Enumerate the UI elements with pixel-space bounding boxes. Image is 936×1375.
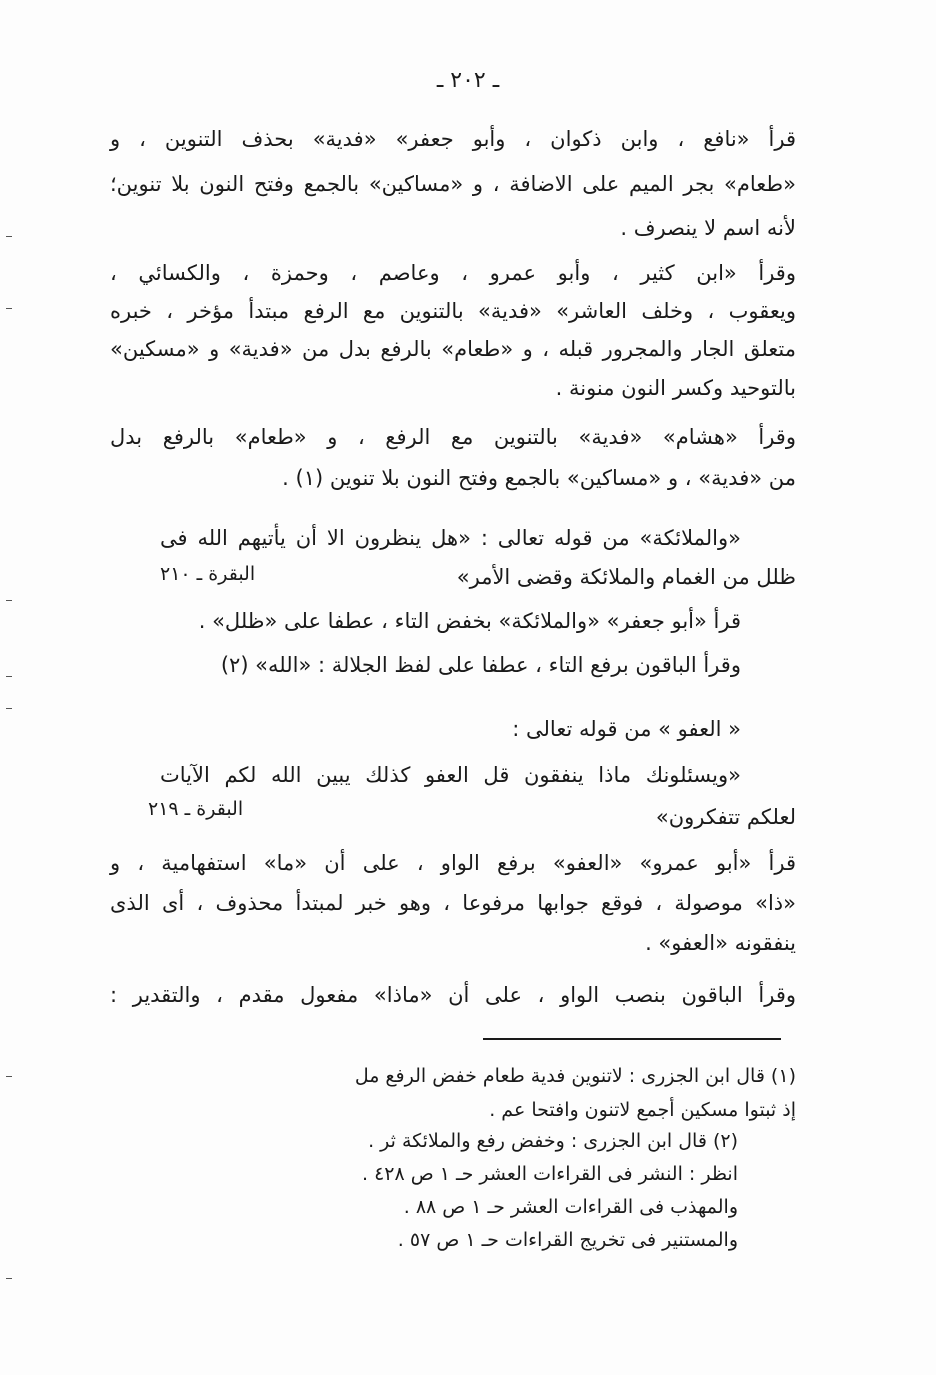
verse-reference: البقرة ـ ٢١٠ [160, 563, 256, 585]
quote-line: ظلل من الغمام والملائكة وقضى الأمر» [456, 565, 796, 589]
footnote-line: انظر : النشر فى القراءات العشر حـ ١ ص ٤٢٨ . [362, 1163, 738, 1185]
body-line: «طعام» بجر الميم على الاضافة ، و «مساكين» بالجمع وفتح النون بلا تنوين؛ [110, 172, 796, 196]
body-line: وقرأ «هشام» «فدية» بالتنوين مع الرفع ، و «طعام» بالرفع بدل [110, 425, 796, 449]
body-line: قرأ «نافع ، وابن ذكوان ، وأبو جعفر» «فدية» بحذف التنوين ، و [110, 127, 796, 151]
footnote-line: إذ ثبتوا مسكين أجمع لاتنون وافتحا عم . [489, 1099, 796, 1121]
footnote-line: (٢) قال ابن الجزرى : وخفض رفع والملائكة ثر . [368, 1130, 738, 1152]
body-line: قرأ «أبو عمرو» «العفو» برفع الواو ، على أن «ما» استفهامية ، و [110, 851, 796, 875]
footnote-line: والمهذب فى القراءات العشر حـ ١ ص ٨٨ . [403, 1196, 738, 1218]
body-line: وقرأ «ابن كثير ، وأبو عمرو ، وعاصم ، وحمزة ، والكسائي ، [110, 261, 796, 285]
body-line: وقرأ الباقون برفع التاء ، عطفا على لفظ الجلالة : «الله» (٢) [220, 653, 741, 677]
body-line: متعلق الجار والمجرور قبله ، و «طعام» بالرفع بدل من «فدية» و «مسكين» [110, 337, 796, 361]
quote-line: «والملائكة» من قوله تعالى : «هل ينظرون الا أن يأتيهم الله فى [160, 526, 741, 550]
body-line: من «فدية» ، و «مساكين» بالجمع وفتح النون بلا تنوين (١) . [282, 466, 796, 490]
footnote-line: والمستنير فى تخريج القراءات حـ ١ ص ٥٧ . [397, 1229, 738, 1251]
margin-mark [6, 236, 12, 237]
section-heading: « العفو » من قوله تعالى : [512, 717, 741, 741]
body-line: ينفقونه «العفو» . [645, 931, 796, 955]
page-number: ـ ٢٠٢ ـ [436, 68, 500, 93]
footnote-separator [483, 1038, 781, 1040]
quote-line: «ويسئلونك ماذا ينفقون قل العفو كذلك يبين الله لكم الآيات [160, 763, 741, 787]
margin-mark [6, 676, 12, 677]
body-line: «ذا» موصولة ، فوقع جوابها مرفوعا ، وهو خبر لمبتدأ محذوف ، أى الذى [110, 891, 796, 915]
margin-mark [6, 308, 12, 309]
verse-reference: البقرة ـ ٢١٩ [148, 798, 244, 820]
margin-mark [6, 1076, 12, 1077]
margin-mark [6, 708, 12, 709]
quote-line: لعلكم تتفكرون» [655, 805, 796, 829]
footnote-line: (١) قال ابن الجزرى : لاتنوين فدية طعام خفض الرفع مل [354, 1065, 796, 1087]
body-line: بالتوحيد وكسر النون منونة . [555, 376, 796, 400]
body-line: قرأ «أبو جعفر» «والملائكة» بخفض التاء ، عطفا على «ظلل» . [198, 609, 741, 633]
body-line: وقرأ الباقون بنصب الواو ، على أن «ماذا» مفعول مقدم ، والتقدير : [110, 983, 796, 1007]
body-line: لأنه اسم لا ينصرف . [620, 216, 796, 240]
body-line: ويعقوب ، وخلف العاشر» «فدية» بالتنوين مع الرفع مبتدأ مؤخر ، خبره [110, 299, 796, 323]
margin-mark [6, 1278, 12, 1279]
margin-mark [6, 600, 12, 601]
